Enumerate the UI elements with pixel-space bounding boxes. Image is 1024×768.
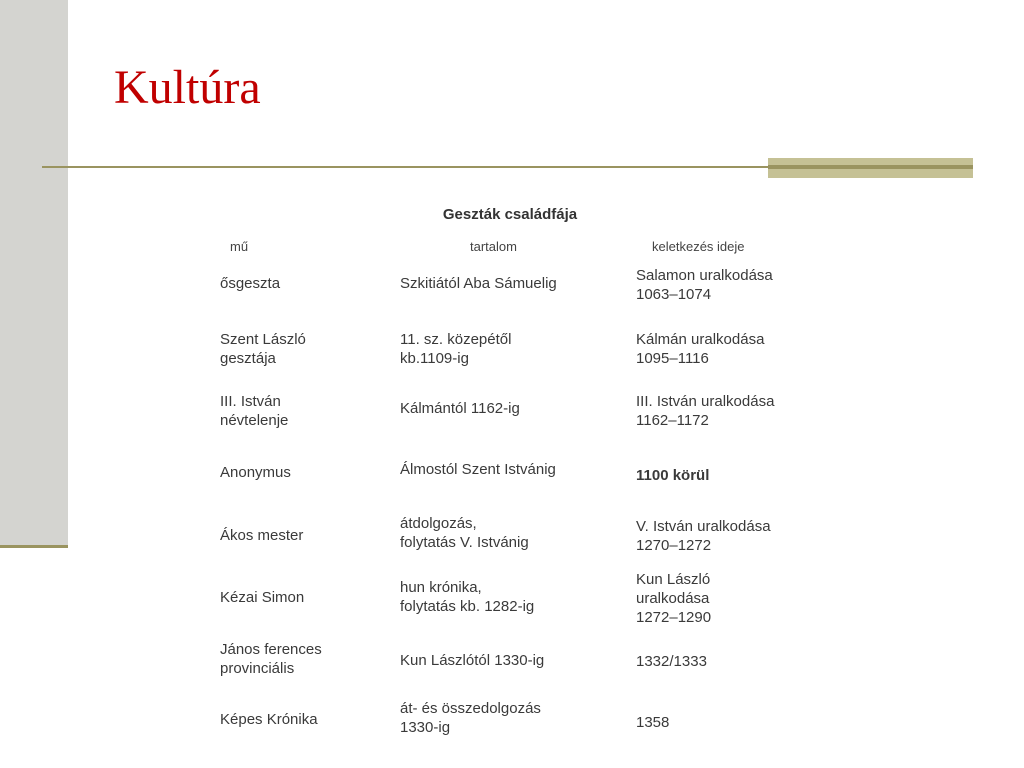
table-caption: Geszták családfája: [442, 206, 578, 223]
table-cell-ideje: Kálmán uralkodása 1095–1116: [636, 331, 765, 367]
table-cell-mu: III. István névtelenje: [220, 393, 289, 429]
table-cell-ideje: III. István uralkodása 1162–1172: [636, 393, 775, 429]
table-cell-ideje: Salamon uralkodása 1063–1074: [636, 267, 773, 303]
table-cell-ideje: 1100 körül: [636, 467, 710, 484]
table-cell-ideje: 1358: [636, 714, 670, 731]
table-cell-mu: Ákos mester: [220, 527, 304, 544]
slide-title: Kultúra: [114, 61, 261, 114]
table-cell-ideje: Kun László uralkodása 1272–1290: [636, 571, 712, 626]
table-cell-tartalom: hun krónika, folytatás kb. 1282-ig: [400, 579, 535, 615]
table-cell-mu: János ferences provinciális: [220, 641, 322, 677]
table-cell-tartalom: Kun Lászlótól 1330-ig: [400, 652, 545, 669]
table-cell-ideje: V. István uralkodása 1270–1272: [636, 518, 771, 554]
table-cell-ideje: 1332/1333: [636, 653, 707, 670]
table-cell-tartalom: át- és összedolgozás 1330-ig: [400, 700, 541, 736]
column-header-keletkezes: keletkezés ideje: [652, 239, 745, 254]
table-cell-mu: Kézai Simon: [220, 589, 305, 606]
table-cell-tartalom: Szkitiától Aba Sámuelig: [400, 275, 557, 292]
column-header-mu: mű: [230, 239, 249, 254]
table-cell-tartalom: Álmostól Szent Istvánig: [400, 461, 556, 478]
column-header-tartalom: tartalom: [470, 239, 517, 254]
table-cell-mu: Anonymus: [220, 464, 291, 481]
table-cell-mu: Képes Krónika: [220, 711, 318, 728]
slide-sidebar-band: [0, 0, 68, 545]
table-cell-tartalom: átdolgozás, folytatás V. Istvánig: [400, 515, 529, 551]
table-cell-mu: ősgeszta: [220, 275, 281, 292]
title-divider-accent: [768, 158, 973, 178]
table-cell-mu: Szent László gesztája: [220, 331, 306, 367]
sidebar-divider: [0, 545, 68, 548]
table-cell-tartalom: Kálmántól 1162-ig: [400, 400, 520, 417]
table-cell-tartalom: 11. sz. közepétől kb.1109-ig: [400, 331, 512, 367]
